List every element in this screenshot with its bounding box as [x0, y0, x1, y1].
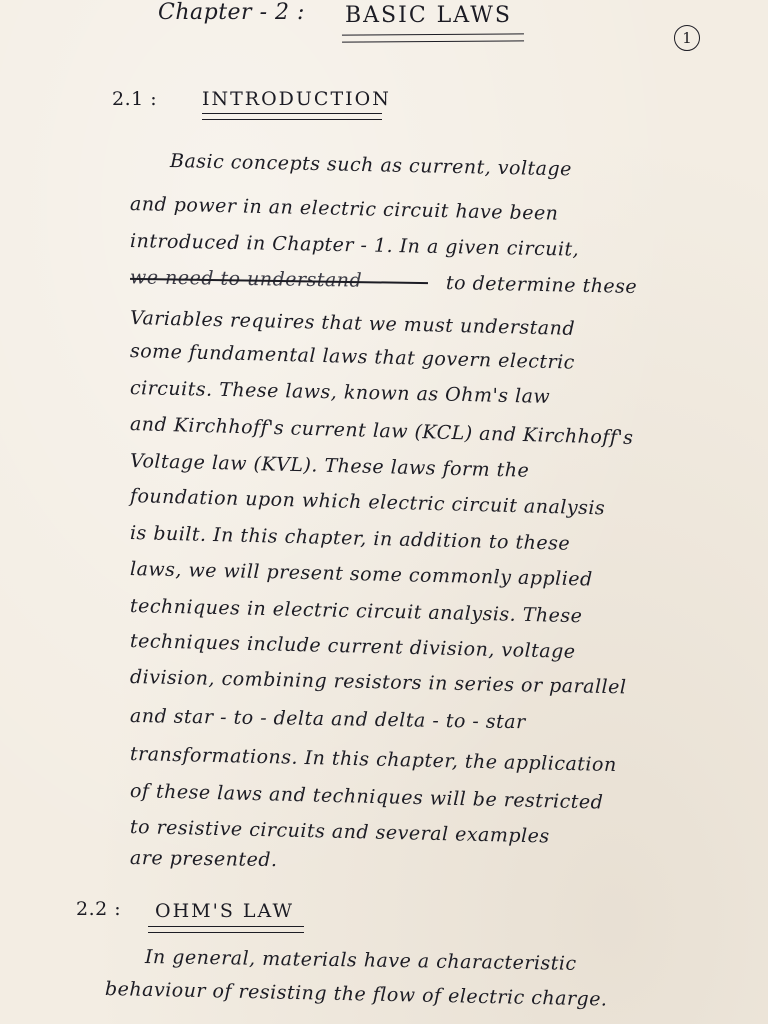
paragraph-line: and Kirchhoff's current law (KCL) and Kirchhoff's — [129, 413, 634, 450]
section-heading-introduction: INTRODUCTION — [202, 88, 391, 110]
paragraph-line: are presented. — [129, 847, 278, 872]
paragraph-line: circuits. These laws, known as Ohm's law — [129, 377, 551, 408]
paragraph-line: introduced in Chapter - 1. In a given circuit, — [129, 230, 580, 261]
paragraph-line: Basic concepts such as current, voltage — [169, 150, 573, 181]
paragraph-line: and power in an electric circuit have been — [129, 193, 559, 225]
paragraph-line: techniques include current division, voltage — [129, 630, 576, 663]
chapter-title-underline — [342, 33, 524, 42]
paragraph-line: transformations. In this chapter, the application — [129, 743, 617, 777]
paragraph-line: division, combining resistors in series or parallel — [129, 666, 627, 699]
section-number-2-1: 2.1 : — [112, 88, 158, 110]
paragraph-line: is built. In this chapter, in addition to these — [129, 522, 571, 555]
paragraph-line: and star - to - delta and delta - to - star — [129, 705, 526, 734]
chapter-title: BASIC LAWS — [345, 3, 512, 28]
paragraph-line: In general, materials have a characteristic — [144, 946, 577, 975]
paragraph-line: Variables requires that we must understand — [129, 307, 576, 340]
paragraph-line: to resistive circuits and several examples — [129, 816, 550, 848]
paragraph-line: techniques in electric circuit analysis. These — [129, 595, 583, 628]
paragraph-line: foundation upon which electric circuit analysis — [129, 485, 606, 520]
paragraph-line: to determine these — [445, 272, 638, 299]
section-heading-underline — [202, 113, 382, 120]
chapter-label: Chapter - 2 : — [158, 0, 305, 25]
section-heading-underline — [148, 926, 304, 933]
paragraph-line: Voltage law (KVL). These laws form the — [129, 450, 530, 482]
paragraph-line: some fundamental laws that govern electric — [129, 340, 576, 374]
paragraph-line: laws, we will present some commonly applied — [129, 558, 593, 591]
paragraph-line: of these laws and techniques will be restricted — [129, 780, 604, 814]
page-number: 1 — [674, 25, 700, 51]
struck-out-text: we need to understand — [129, 266, 363, 292]
section-heading-ohms-law: OHM'S LAW — [155, 900, 294, 922]
section-number-2-2: 2.2 : — [76, 898, 122, 920]
paragraph-line: behaviour of resisting the flow of electric charge. — [104, 978, 608, 1011]
